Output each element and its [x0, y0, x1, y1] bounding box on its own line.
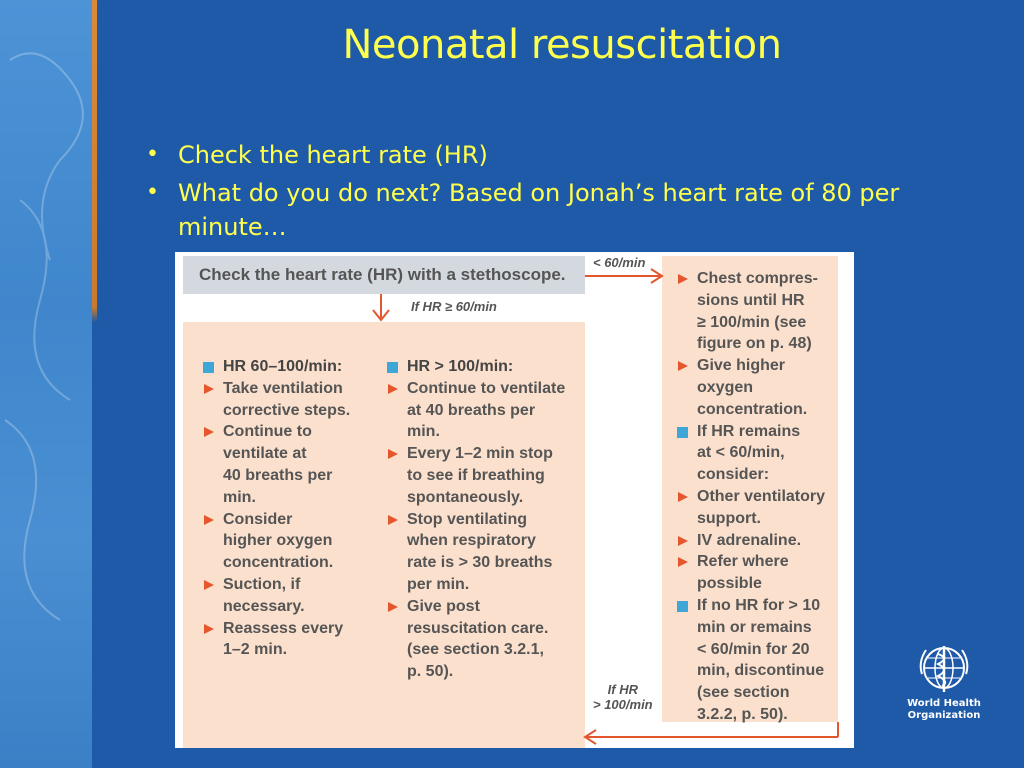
list-item: Continue to ventilate at 40 breaths per min.: [385, 378, 585, 443]
accent-rule: [92, 0, 97, 768]
check-heart-rate-box: Check the heart rate (HR) with a stethoscope.: [183, 256, 585, 294]
list-item: Stop ventilating when respiratory rate is > 30 breaths per min.: [385, 509, 585, 596]
label-lt60: < 60/min: [593, 255, 646, 270]
list-item: Suction, if necessary.: [201, 574, 381, 618]
arrow-lt60-icon: [585, 269, 662, 283]
list-item: Continue to ventilate at 40 breaths per min.: [201, 421, 381, 508]
list-item: Consider higher oxygen concentration.: [201, 509, 381, 574]
column-heading: HR 60–100/min:: [201, 356, 381, 378]
list-item: Other ventilatory support.: [675, 486, 845, 530]
who-logo-text: World Health Organization: [907, 698, 981, 721]
who-emblem-icon: [916, 640, 972, 696]
list-item: Take ventilation corrective steps.: [201, 378, 381, 422]
list-item: If no HR for > 10 min or remains < 60/min for 20 min, discontinue (see section 3.2.2, p. 50).: [675, 595, 845, 726]
list-item: Give higher oxygen concentration.: [675, 355, 845, 420]
slide-title: Neonatal resuscitation: [342, 22, 782, 68]
list-item: If HR remains at < 60/min, consider:: [675, 421, 845, 486]
list-item: Refer where possible: [675, 551, 845, 595]
label-ge60: If HR ≥ 60/min: [411, 299, 497, 314]
list-item: Reassess every 1–2 min.: [201, 618, 381, 662]
sketch-illustration: [0, 0, 92, 768]
list-item: Give post resuscitation care. (see section 3.2.1, p. 50).: [385, 596, 585, 683]
column-hr-lt60: [675, 268, 845, 726]
bullet-item: • What do you do next? Based on Jonah’s heart rate of 80 per minute…: [144, 176, 904, 244]
column-hr-gt100: [385, 356, 585, 683]
list-item: Chest compres- sions until HR ≥ 100/min (see figure on p. 48): [675, 268, 845, 355]
who-logo: [906, 640, 982, 722]
list-item: IV adrenaline.: [675, 530, 845, 552]
list-item: Every 1–2 min stop to see if breathing spontaneously.: [385, 443, 585, 508]
arrow-down-icon: [373, 294, 389, 320]
bullet-list: [144, 138, 904, 248]
decorative-side-strip: [0, 0, 95, 768]
bullet-item: • Check the heart rate (HR): [144, 138, 904, 172]
column-heading: HR > 100/min:: [385, 356, 585, 378]
resuscitation-flowchart: [175, 252, 854, 748]
column-hr-60-100: [201, 356, 381, 661]
label-gt100: If HR > 100/min: [593, 682, 653, 712]
